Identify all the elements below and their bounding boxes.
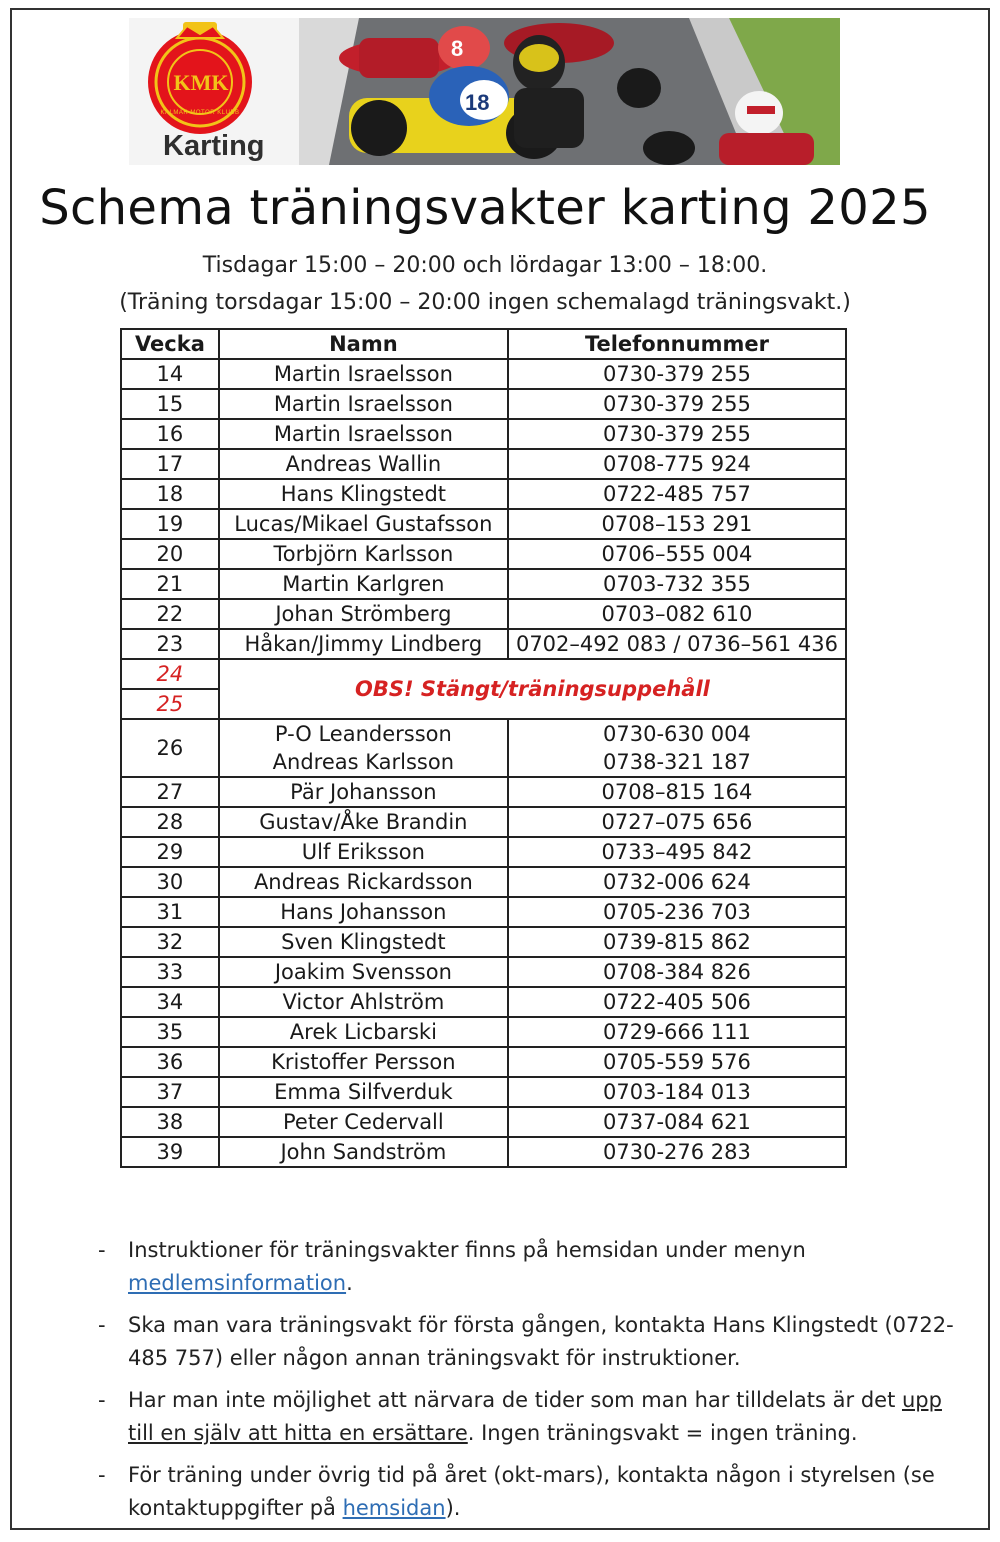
name-cell: Martin Israelsson — [219, 419, 508, 449]
name-cell: Johan Strömberg — [219, 599, 508, 629]
table-row — [121, 569, 846, 599]
note-text: Instruktioner för träningsvakter finns på hemsidan under menyn — [128, 1238, 806, 1262]
page-title: Schema träningsvakter karting 2025 — [39, 180, 931, 236]
table-row — [121, 479, 846, 509]
table-row-closed — [121, 659, 846, 689]
note-text: För träning under övrig tid på året (okt-mars), kontakta någon i styrelsen (se kontaktuppgifter på — [128, 1463, 935, 1520]
name-cell: Sven Klingstedt — [219, 927, 508, 957]
table-row-double — [121, 719, 846, 748]
week-cell: 39 — [121, 1137, 219, 1167]
phone-cell: 0727–075 656 — [508, 807, 846, 837]
name-cell: Hans Klingstedt — [219, 479, 508, 509]
header-name: Namn — [219, 329, 508, 359]
phone-cell: 0738-321 187 — [508, 748, 846, 777]
table-row — [121, 419, 846, 449]
table-row — [121, 927, 846, 957]
header-week: Vecka — [121, 329, 219, 359]
logo-ring-text: KALMAR MOTOR KLUBB — [160, 110, 240, 116]
table-header-row — [121, 329, 846, 359]
week-cell: 37 — [121, 1077, 219, 1107]
phone-cell: 0703-732 355 — [508, 569, 846, 599]
header-banner — [129, 18, 840, 165]
header-phone: Telefonnummer — [508, 329, 846, 359]
name-cell: Peter Cedervall — [219, 1107, 508, 1137]
note-instructions — [98, 1234, 968, 1300]
note-text-end: . — [346, 1271, 353, 1295]
table-row — [121, 359, 846, 389]
phone-cell: 0708–815 164 — [508, 777, 846, 807]
table-row — [121, 509, 846, 539]
name-cell: Arek Licbarski — [219, 1017, 508, 1047]
table-row — [121, 599, 846, 629]
table-row — [121, 449, 846, 479]
schedule-times: Tisdagar 15:00 – 20:00 och lördagar 13:00 – 18:00. — [202, 253, 768, 278]
note-underlined-text: upp till en själv att hitta en ersättare — [128, 1388, 942, 1445]
phone-cell: 0729-666 111 — [508, 1017, 846, 1047]
phone-cell: 0733–495 842 — [508, 837, 846, 867]
name-cell: Andreas Rickardsson — [219, 867, 508, 897]
phone-cell: 0739-815 862 — [508, 927, 846, 957]
note-text: Har man inte möjlighet att närvara de tider som man har tilldelats är det — [128, 1388, 902, 1412]
phone-cell: 0730-379 255 — [508, 359, 846, 389]
list-dash: - — [98, 1313, 106, 1337]
table-row — [121, 807, 846, 837]
table-row — [121, 1107, 846, 1137]
phone-cell: 0703-184 013 — [508, 1077, 846, 1107]
note-text: Ska man vara träningsvakt för första gången, kontakta Hans Klingstedt (0722-485 757) eller någon annan träningsvakt för instruktioner. — [128, 1313, 954, 1370]
week-cell: 35 — [121, 1017, 219, 1047]
name-cell: P-O Leandersson — [219, 719, 508, 748]
name-cell: John Sandström — [219, 1137, 508, 1167]
instruction-notes — [98, 1234, 968, 1534]
name-cell: Victor Ahlström — [219, 987, 508, 1017]
week-cell: 38 — [121, 1107, 219, 1137]
list-dash: - — [98, 1388, 106, 1412]
week-cell-closed: 24 — [121, 659, 219, 689]
table-row — [121, 1047, 846, 1077]
name-cell: Martin Israelsson — [219, 389, 508, 419]
name-cell: Kristoffer Persson — [219, 1047, 508, 1077]
week-cell: 23 — [121, 629, 219, 659]
note-off-season — [98, 1459, 968, 1525]
phone-cell: 0706–555 004 — [508, 539, 846, 569]
phone-cell: 0702–492 083 / 0736–561 436 — [508, 629, 846, 659]
svg-text:18: 18 — [465, 90, 490, 115]
phone-cell: 0730-630 004 — [508, 719, 846, 748]
thursday-note: (Träning torsdagar 15:00 – 20:00 ingen schemalagd träningsvakt.) — [119, 290, 851, 315]
name-cell: Hans Johansson — [219, 897, 508, 927]
table-row — [121, 897, 846, 927]
phone-cell: 0732-006 624 — [508, 867, 846, 897]
week-cell: 14 — [121, 359, 219, 389]
week-cell: 27 — [121, 777, 219, 807]
svg-text:8: 8 — [451, 36, 464, 61]
table-row — [121, 1137, 846, 1167]
week-cell: 31 — [121, 897, 219, 927]
note-text-end: . Ingen träningsvakt = ingen träning. — [467, 1421, 858, 1445]
phone-cell: 0708–153 291 — [508, 509, 846, 539]
week-cell: 15 — [121, 389, 219, 419]
note-text-end: ). — [445, 1496, 461, 1520]
week-cell: 26 — [121, 719, 219, 777]
week-cell: 17 — [121, 449, 219, 479]
name-cell: Lucas/Mikael Gustafsson — [219, 509, 508, 539]
week-cell: 21 — [121, 569, 219, 599]
medlemsinformation-link[interactable]: medlemsinformation — [128, 1271, 347, 1295]
note-first-time — [98, 1309, 968, 1375]
name-cell: Gustav/Åke Brandin — [219, 807, 508, 837]
table-row — [121, 867, 846, 897]
table-row — [121, 777, 846, 807]
name-cell: Emma Silfverduk — [219, 1077, 508, 1107]
table-row — [121, 1077, 846, 1107]
name-cell: Martin Karlgren — [219, 569, 508, 599]
hemsidan-link[interactable]: hemsidan — [342, 1496, 446, 1520]
schedule-table — [120, 328, 847, 1168]
phone-cell: 0703–082 610 — [508, 599, 846, 629]
name-cell: Martin Israelsson — [219, 359, 508, 389]
table-row — [121, 1017, 846, 1047]
week-cell: 32 — [121, 927, 219, 957]
week-cell: 28 — [121, 807, 219, 837]
name-cell: Andreas Wallin — [219, 449, 508, 479]
week-cell: 33 — [121, 957, 219, 987]
name-cell: Andreas Karlsson — [219, 748, 508, 777]
week-cell: 29 — [121, 837, 219, 867]
phone-cell: 0737-084 621 — [508, 1107, 846, 1137]
table-row — [121, 837, 846, 867]
list-dash: - — [98, 1463, 106, 1487]
list-dash: - — [98, 1238, 106, 1262]
phone-cell: 0708-775 924 — [508, 449, 846, 479]
week-cell: 34 — [121, 987, 219, 1017]
phone-cell: 0708-384 826 — [508, 957, 846, 987]
week-cell: 16 — [121, 419, 219, 449]
closed-notice: OBS! Stängt/träningsuppehåll — [219, 659, 846, 719]
week-cell: 30 — [121, 867, 219, 897]
table-row — [121, 957, 846, 987]
week-cell: 20 — [121, 539, 219, 569]
week-cell: 36 — [121, 1047, 219, 1077]
phone-cell: 0705-236 703 — [508, 897, 846, 927]
phone-cell: 0730-379 255 — [508, 389, 846, 419]
table-row — [121, 539, 846, 569]
logo-letters: KMK — [173, 70, 229, 95]
week-cell: 18 — [121, 479, 219, 509]
table-row — [121, 389, 846, 419]
note-replacement — [98, 1384, 968, 1450]
table-row-double — [121, 748, 846, 777]
schedule-body — [121, 359, 846, 1167]
name-cell: Torbjörn Karlsson — [219, 539, 508, 569]
name-cell: Pär Johansson — [219, 777, 508, 807]
name-cell: Joakim Svensson — [219, 957, 508, 987]
phone-cell: 0705-559 576 — [508, 1047, 846, 1077]
phone-cell: 0730-379 255 — [508, 419, 846, 449]
karting-label: Karting — [163, 130, 265, 162]
table-row — [121, 987, 846, 1017]
phone-cell: 0722-485 757 — [508, 479, 846, 509]
name-cell: Ulf Eriksson — [219, 837, 508, 867]
name-cell: Håkan/Jimmy Lindberg — [219, 629, 508, 659]
week-cell: 19 — [121, 509, 219, 539]
table-row — [121, 629, 846, 659]
phone-cell: 0722-405 506 — [508, 987, 846, 1017]
week-cell-closed: 25 — [121, 689, 219, 719]
phone-cell: 0730-276 283 — [508, 1137, 846, 1167]
week-cell: 22 — [121, 599, 219, 629]
